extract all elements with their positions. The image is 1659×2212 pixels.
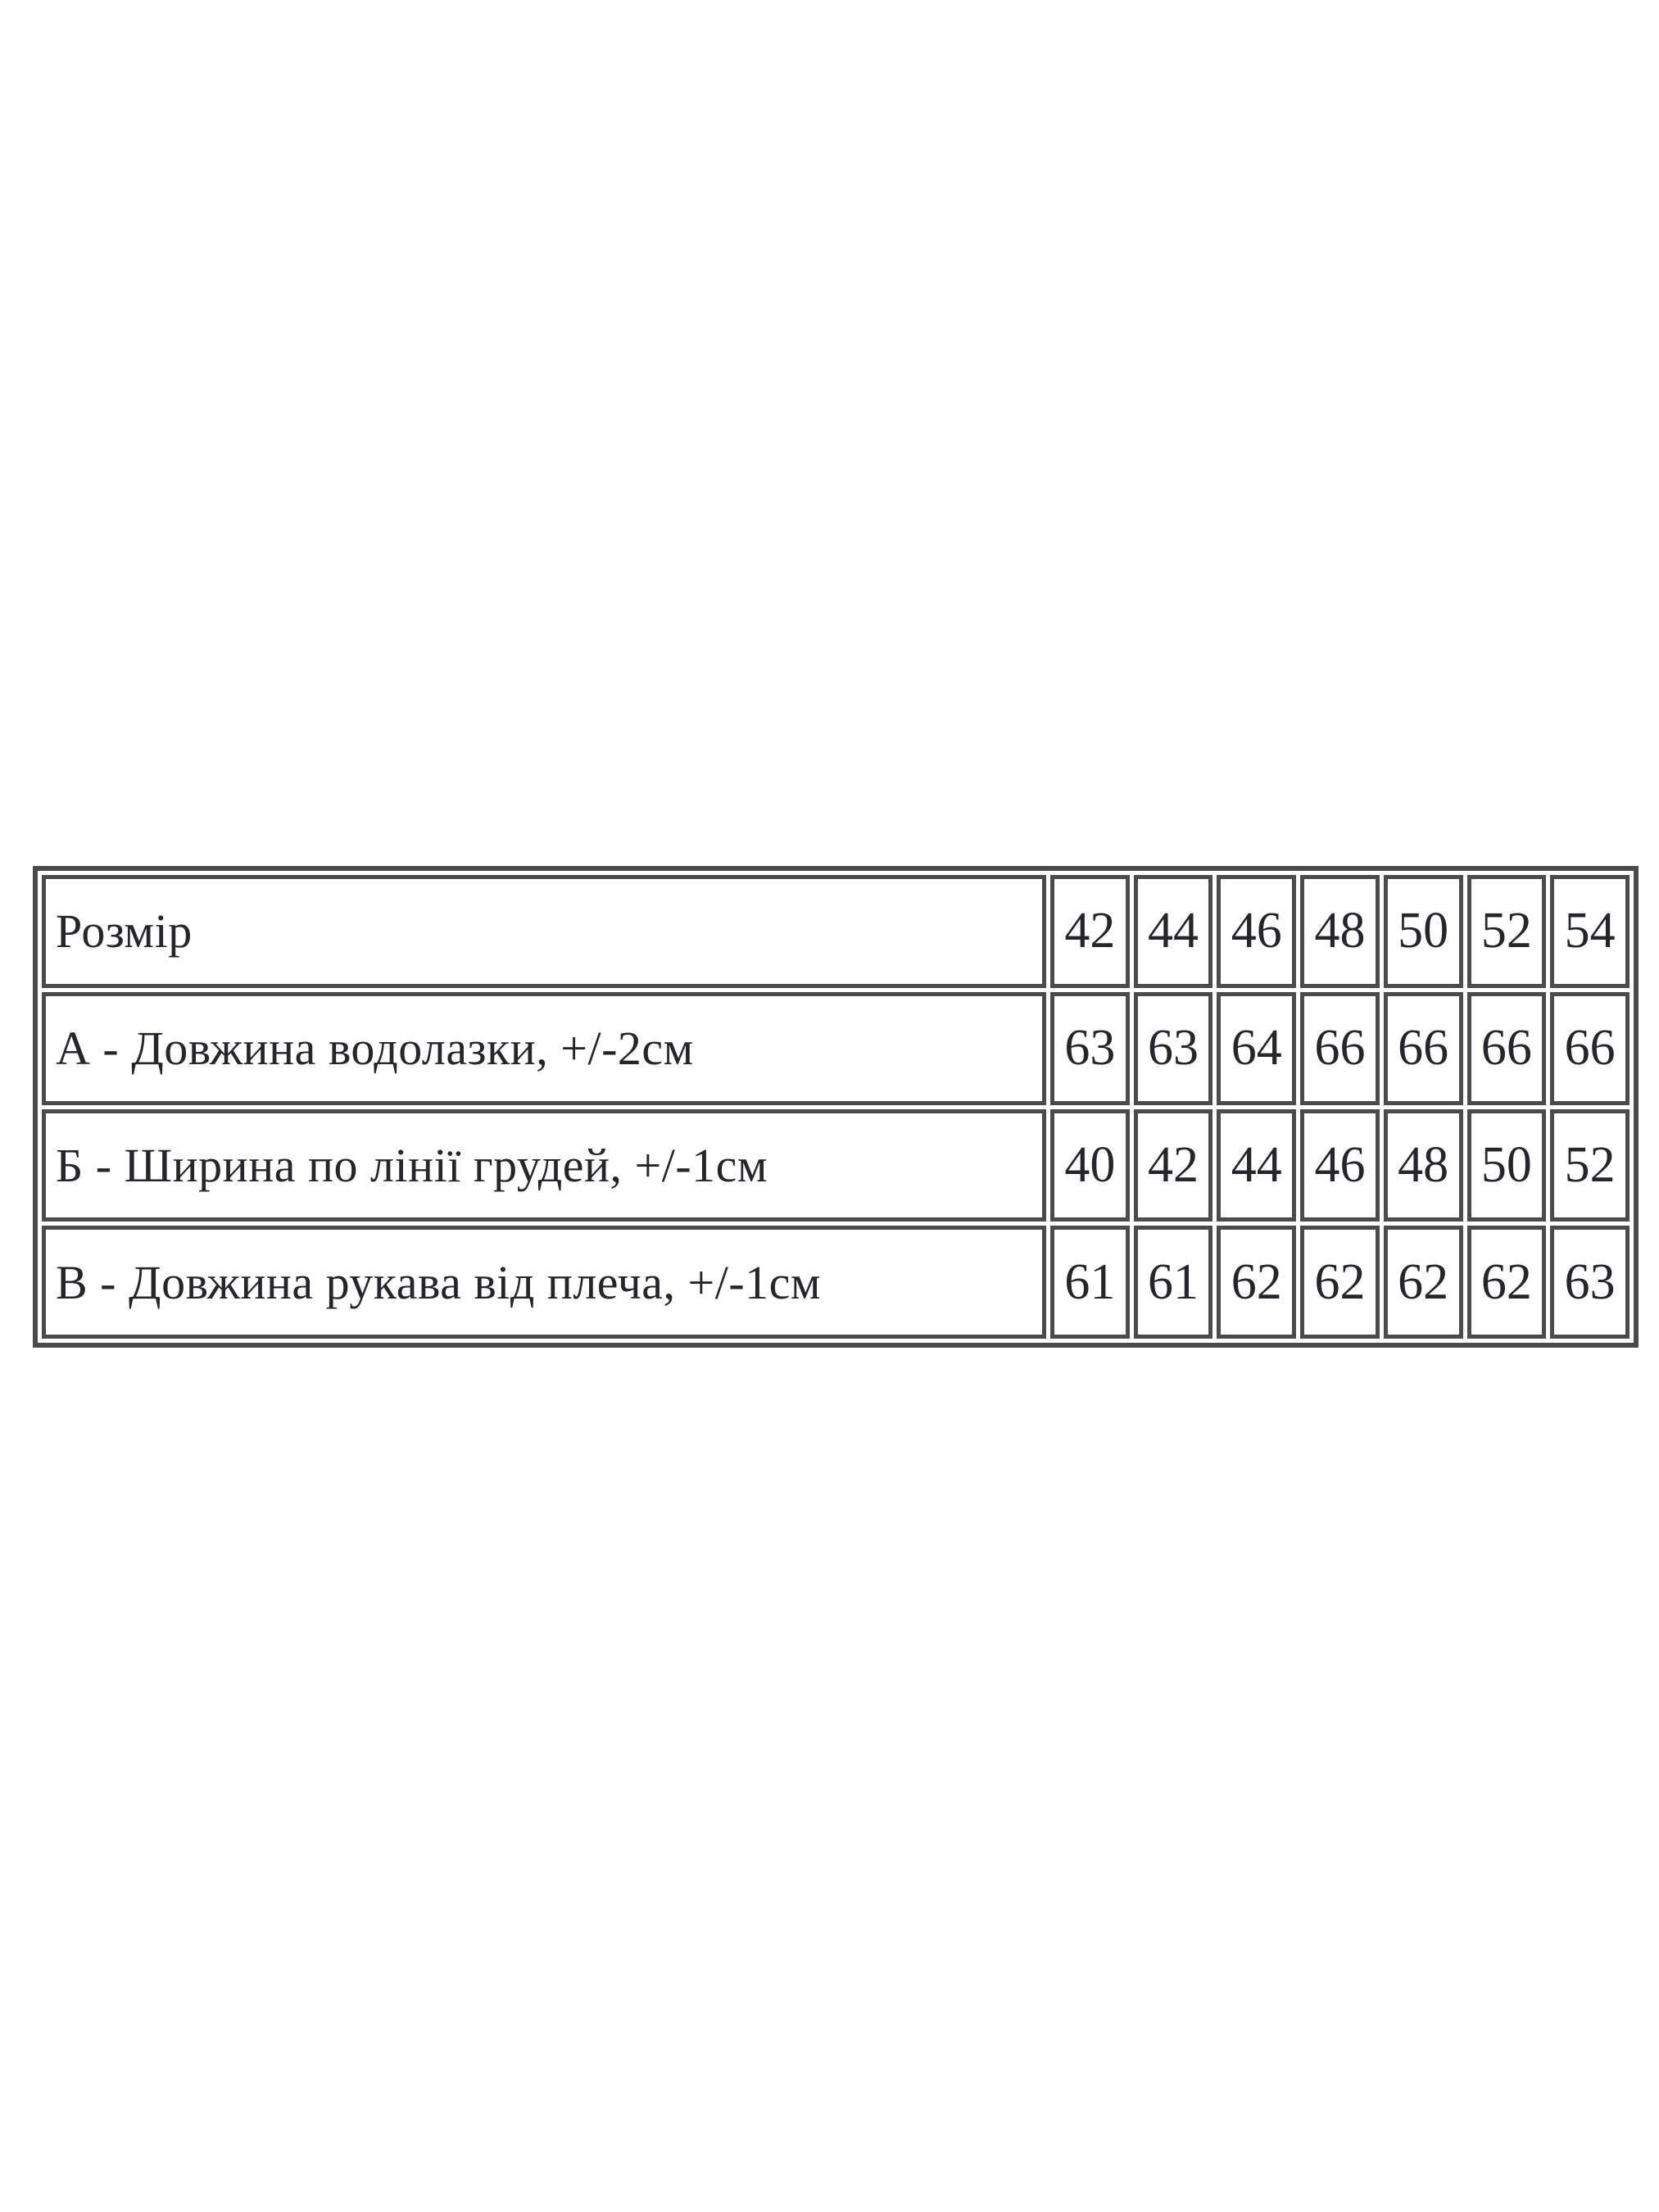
value-cell: 40 bbox=[1050, 1109, 1130, 1222]
table-row-size bbox=[42, 875, 1630, 988]
value-cell: 62 bbox=[1467, 1226, 1547, 1339]
value-cell: 66 bbox=[1550, 992, 1630, 1105]
value-cell: 63 bbox=[1050, 992, 1130, 1105]
size-cell: 50 bbox=[1384, 875, 1463, 988]
value-cell: 66 bbox=[1467, 992, 1547, 1105]
table-row-length bbox=[42, 992, 1630, 1105]
value-cell: 61 bbox=[1134, 1226, 1213, 1339]
table-row-sleeve-length bbox=[42, 1226, 1630, 1339]
value-cell: 62 bbox=[1217, 1226, 1296, 1339]
row-label-size: Розмір bbox=[42, 875, 1046, 988]
row-label-chest-width: Б - Ширина по лінії грудей, +/-1см bbox=[42, 1109, 1046, 1222]
value-cell: 50 bbox=[1467, 1109, 1547, 1222]
value-cell: 63 bbox=[1550, 1226, 1630, 1339]
value-cell: 46 bbox=[1300, 1109, 1380, 1222]
value-cell: 61 bbox=[1050, 1226, 1130, 1339]
value-cell: 62 bbox=[1384, 1226, 1463, 1339]
value-cell: 66 bbox=[1300, 992, 1380, 1105]
value-cell: 44 bbox=[1217, 1109, 1296, 1222]
value-cell: 63 bbox=[1134, 992, 1213, 1105]
table-row-chest-width bbox=[42, 1109, 1630, 1222]
size-chart-table bbox=[33, 866, 1639, 1348]
value-cell: 62 bbox=[1300, 1226, 1380, 1339]
value-cell: 48 bbox=[1384, 1109, 1463, 1222]
value-cell: 66 bbox=[1384, 992, 1463, 1105]
value-cell: 42 bbox=[1134, 1109, 1213, 1222]
size-cell: 54 bbox=[1550, 875, 1630, 988]
size-cell: 44 bbox=[1134, 875, 1213, 988]
size-cell: 52 bbox=[1467, 875, 1547, 988]
size-cell: 46 bbox=[1217, 875, 1296, 988]
value-cell: 64 bbox=[1217, 992, 1296, 1105]
size-cell: 48 bbox=[1300, 875, 1380, 988]
value-cell: 52 bbox=[1550, 1109, 1630, 1222]
row-label-length: А - Довжина водолазки, +/-2см bbox=[42, 992, 1046, 1105]
row-label-sleeve-length: В - Довжина рукава від плеча, +/-1см bbox=[42, 1226, 1046, 1339]
size-cell: 42 bbox=[1050, 875, 1130, 988]
